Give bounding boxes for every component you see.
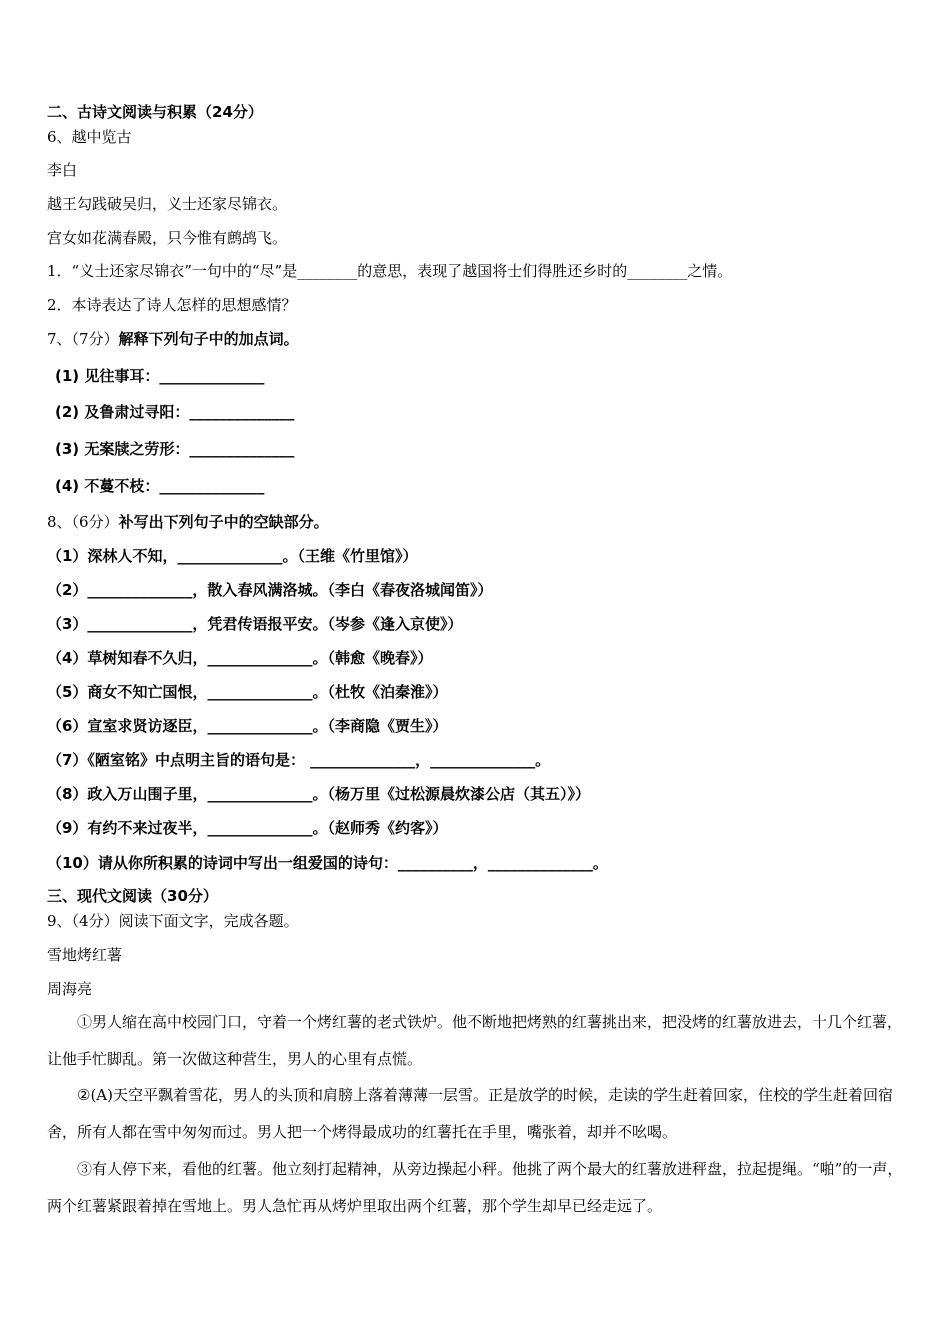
q7-item: (3) 无案牍之劳形：______________ [55, 440, 295, 458]
q8-title-bold: 补写出下列句子中的空缺部分。 [118, 513, 329, 531]
article-title: 雪地烤红薯 [47, 946, 123, 964]
q8-item: （5）商女不知亡国恨，______________。（杜牧《泊秦淮》） [47, 683, 448, 701]
q8-item: （6）宣室求贤访逐臣，______________。（李商隐《贾生》） [47, 717, 448, 735]
q8-item: （8）政入万山围子里，______________。（杨万里《过松源晨炊漆公店（其五）》） [47, 785, 590, 803]
poem-line-2: 宫女如花满春殿，只今惟有鹧鸪飞。 [47, 229, 288, 247]
article-paragraph: ②(A)天空平飘着雪花，男人的头顶和肩膀上落着薄薄一层雪。正是放学的时候，走读的学生赶着回家，住校的学生赶着回宿舍，所有人都在雪中匆匆而过。男人把一个烤得最成功的红薯托在手里，嘴张着，却并不吆喝。 [47, 1086, 893, 1141]
q7-item: (1) 见往事耳：______________ [55, 367, 265, 385]
article-paragraph: ①男人缩在高中校园门口，守着一个烤红薯的老式铁炉。他不断地把烤熟的红薯挑出来，把没烤的红薯放进去，十几个红薯，让他手忙脚乱。第一次做这种营生，男人的心里有点慌。 [47, 1013, 903, 1068]
section3-heading: 三、现代文阅读（30分） [47, 887, 218, 905]
q7-title [47, 329, 299, 349]
poem-author: 李白 [47, 161, 78, 179]
q9-title: 9、（4分）阅读下面文字，完成各题。 [47, 912, 299, 930]
q7-title-bold: 解释下列句子中的加点词。 [118, 330, 299, 348]
article-paragraph: ③有人停下来，看他的红薯。他立刻打起精神，从旁边操起小秤。他挑了两个最大的红薯放进秤盘，拉起提绳。“啪”的一声，两个红薯紧跟着掉在雪地上。男人急忙再从烤炉里取出两个红薯，那个学生却早已经走远了。 [47, 1160, 903, 1215]
article-author: 周海亮 [47, 980, 93, 998]
q8-item: （1）深林人不知，______________。（王维《竹里馆》） [47, 547, 418, 565]
q7-item: (2) 及鲁肃过寻阳：______________ [55, 403, 295, 421]
q8-item: （9）有约不来过夜半，______________。（赵师秀《约客》） [47, 819, 448, 837]
q6-sub2: 2．本诗表达了诗人怎样的思想感情？ [47, 296, 297, 314]
section2-heading: 二、古诗文阅读与积累（24分） [47, 103, 263, 121]
q8-item: （10）请从你所积累的诗词中写出一组爱国的诗句：__________，______________。 [47, 854, 608, 872]
q8-item: （4）草树知春不久归，______________。（韩愈《晚春》） [47, 649, 433, 667]
q7-item: (4) 不蔓不枝：______________ [55, 477, 265, 495]
q8-item: （3）______________，凭君传语报平安。（岑参《逢入京使》） [47, 615, 463, 633]
q6-sub1: 1．“义士还家尽锦衣”一句中的“尽”是________的意思，表现了越国将士们得胜还乡时的________之情。 [47, 262, 733, 280]
q8-title-prefix: 8、（6分） [47, 513, 119, 531]
q6-title: 6、越中览古 [47, 128, 132, 146]
q8-item: （7）《陋室铭》中点明主旨的语句是： ______________，______________。 [47, 751, 551, 769]
q7-title-prefix: 7、（7分） [47, 330, 119, 348]
q8-item: （2）______________，散入春风满洛城。（李白《春夜洛城闻笛》） [47, 581, 493, 599]
q8-title [47, 512, 329, 532]
poem-line-1: 越王勾践破吴归，义士还家尽锦衣。 [47, 195, 288, 213]
